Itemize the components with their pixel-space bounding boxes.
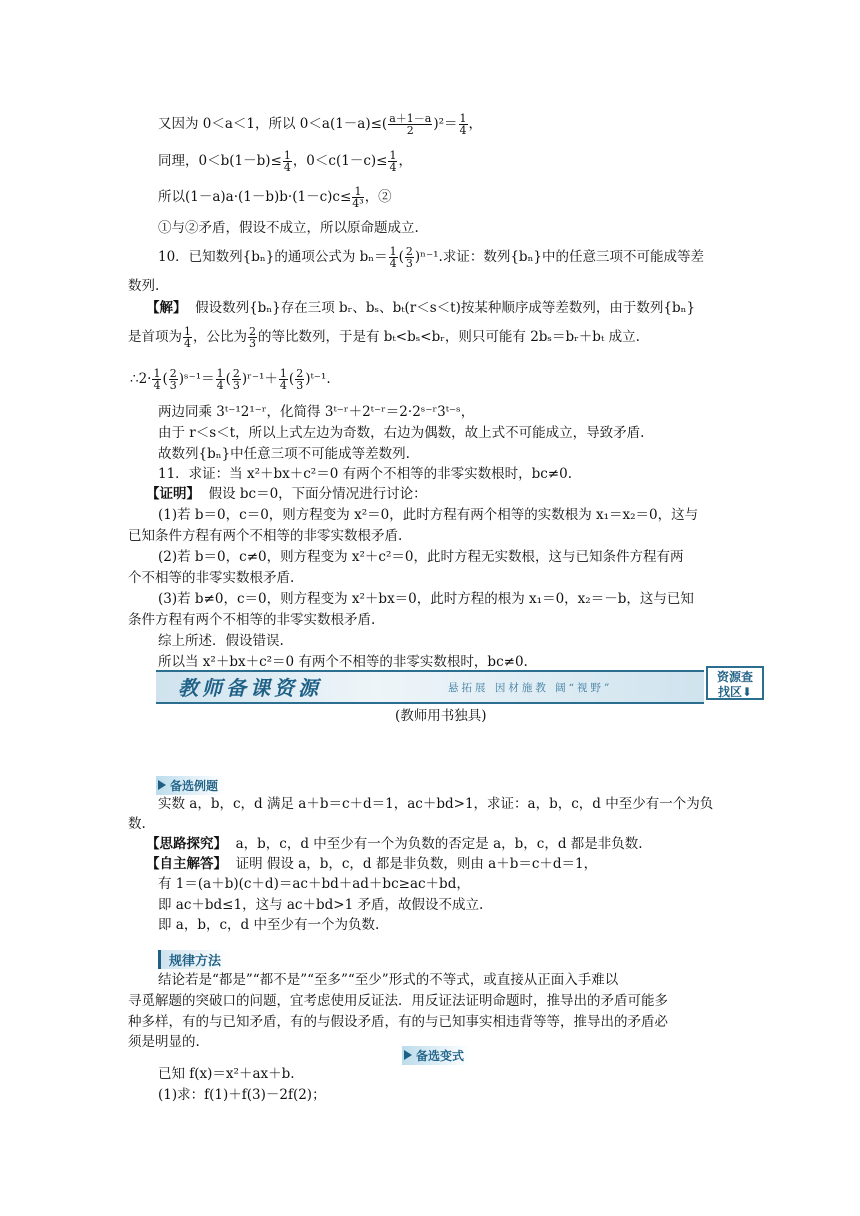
text-line: 两边同乘 3ᵗ⁻¹2¹⁻ʳ，化简得 3ᵗ⁻ʳ＋2ᵗ⁻ʳ＝2·2ˢ⁻ʳ3ᵗ⁻ˢ， (158, 404, 475, 420)
resource-search-button[interactable] (706, 666, 764, 700)
fraction-numerator: a＋1－a (389, 112, 432, 125)
fraction (152, 368, 161, 391)
fraction (216, 368, 225, 391)
text-line: 即 a，b，c，d 中至少有一个为负数. (158, 917, 380, 933)
text: ( (398, 249, 404, 265)
fraction (389, 246, 398, 269)
text-line: 已知 f(x)＝x²＋ax＋b. (158, 1066, 295, 1082)
text-line: 个不相等的非零实数根矛盾. (128, 570, 295, 586)
proof-label: 【证明】 (146, 486, 200, 502)
text-line: (1)若 b＝0，c＝0，则方程变为 x²＝0，此时方程有两个相等的实数根为 x₁＝x₂＝0，这与 (158, 507, 699, 523)
fraction-numerator: 1 (459, 112, 467, 125)
fraction (283, 150, 292, 173)
banner-slogan: 悬拓展 因材施教 阔“视野” (448, 682, 613, 694)
text-line: 须是明显的. (128, 1034, 200, 1050)
fraction (183, 326, 192, 349)
text-line: 综上所述．假设错误. (158, 633, 284, 649)
text-line (146, 298, 695, 318)
example-tag: 备选例题 (156, 776, 224, 795)
fraction-denominator: 3 (249, 337, 256, 350)
fraction-denominator: 4 (389, 257, 397, 270)
text-line: 已知条件方程有两个不相等的非零实数根矛盾. (128, 528, 403, 544)
equation-line (130, 368, 331, 391)
fraction (169, 368, 178, 391)
fraction-numerator: 1 (279, 367, 287, 380)
text: 10．已知数列{bₙ}的通项公式为 bₙ＝ (158, 249, 388, 265)
text-line (146, 484, 427, 504)
button-label: 资源查 (716, 670, 753, 684)
fraction-numerator: 1 (184, 325, 191, 338)
text: 是首项为 (128, 329, 182, 345)
text: 假设 bc＝0，下面分情况进行讨论： (208, 486, 427, 502)
fraction-numerator: 2 (169, 367, 177, 380)
text-line (128, 326, 640, 349)
text-line: 实数 a，b，c，d 满足 a＋b＝c＋d＝1，ac＋bd>1，求证：a，b，c，d 中至少有一个为负 (158, 796, 714, 812)
fraction (295, 368, 304, 391)
text-line: 同理，0＜b(1－b)≤ $\frac{1}{4}$ ，0＜c(1－c)≤ $\frac{1}{4}$ ， (158, 149, 412, 174)
text-line: 种多样，有的与已知矛盾，有的与假设矛盾，有的与已知事实相违背等等，推导出的矛盾必 (128, 1014, 668, 1030)
text-line: 寻觅解题的突破口的问题，宜考虑使用反证法．用反证法证明命题时，推导出的矛盾可能多 (128, 993, 668, 1009)
fraction-denominator: 4 (279, 379, 287, 392)
text: )²＝ (433, 116, 458, 132)
fraction (388, 113, 432, 136)
text-line (146, 834, 643, 854)
text: ，② (364, 189, 392, 205)
text-line (158, 186, 392, 209)
text: ∴2· (130, 371, 152, 387)
text: 的等比数列，于是有 bₜ<bₛ<bᵣ，则只可能有 2bₛ＝bᵣ＋bₜ 成立. (258, 329, 640, 345)
banner-subtitle: (教师用书独具) (395, 708, 487, 724)
text: ，0＜c(1－c)≤ (292, 153, 388, 169)
text-line (158, 246, 704, 269)
variant-tag: 备选变式 (402, 1046, 470, 1065)
text: )ᵗ⁻¹. (305, 371, 331, 387)
fraction (405, 246, 414, 269)
text-line: 又因为 0＜a＜1，所以 0＜a(1－a)≤( $\frac{a+1-a}{2}$ )²＝ $\frac{1}{4}$ ， (158, 112, 483, 137)
fraction-denominator: 3 (405, 257, 413, 270)
fraction-numerator: 1 (216, 367, 224, 380)
text-line: 由于 r＜s＜t，所以上式左边为奇数，右边为偶数，故上式不可能成立，导致矛盾. (158, 425, 645, 441)
fraction-numerator: 1 (389, 149, 397, 162)
fraction (248, 326, 257, 349)
fraction-denominator: 3 (232, 379, 240, 392)
text: ( (225, 371, 231, 387)
fraction (388, 150, 397, 173)
fraction (352, 186, 363, 209)
text-line: 即 ac＋bd≤1，这与 ac＋bd>1 矛盾，故假设不成立. (158, 897, 484, 913)
text: ( (288, 371, 295, 387)
fraction-numerator: 2 (296, 367, 304, 380)
fraction-numerator: 1 (389, 245, 397, 258)
text-line: (1)求：f(1)＋f(3)－2f(2)； (158, 1087, 326, 1103)
teacher-resource-banner (156, 666, 766, 704)
text-line: 结论若是“都是”“都不是”“至多”“至少”形式的不等式，或直接从正面入手难以 (158, 972, 619, 988)
text: 又因为 0＜a＜1，所以 0＜a(1－a)≤( (158, 116, 388, 132)
solution-label: 【解】 (146, 300, 187, 316)
self-label: 【自主解答】 (146, 856, 227, 872)
text-line: (2)若 b＝0，c≠0，则方程变为 x²＋c²＝0，此时方程无实数根，这与已知条件方程有两 (158, 549, 684, 565)
fraction-denominator: 4 (459, 124, 467, 137)
fraction-numerator: 2 (405, 245, 413, 258)
button-label: 找区⬇ (717, 685, 753, 699)
fraction (279, 368, 288, 391)
text-line: 故数列{bₙ}中任意三项不可能成等差数列. (158, 446, 410, 462)
text-line: ①与②矛盾，假设不成立，所以原命题成立. (158, 220, 419, 236)
fraction-denominator: 2 (406, 124, 414, 137)
text: 所以(1－a)a·(1－b)b·(1－c)c≤ (158, 189, 352, 205)
text: ，公比为 (193, 329, 247, 345)
text-line: 所以当 x²＋bx＋c²＝0 有两个不相等的非零实数根时，bc≠0. (158, 654, 528, 670)
fraction-denominator: 3 (296, 379, 304, 392)
fraction-denominator: 4 (184, 337, 191, 350)
text: )ʳ⁻¹＋ (241, 371, 278, 387)
fraction-numerator: 2 (232, 367, 240, 380)
text-line: 11．求证：当 x²＋bx＋c²＝0 有两个不相等的非零实数根时，bc≠0. (158, 466, 572, 482)
think-label: 【思路探究】 (146, 836, 227, 852)
fraction-denominator: 4 (389, 161, 397, 174)
text-line: 有 1＝(a＋b)(c＋d)＝ac＋bd＋ad＋bc≥ac＋bd， (158, 876, 470, 892)
fraction-denominator: 4 (216, 379, 224, 392)
fraction-numerator: 2 (249, 325, 256, 338)
text-line: 条件方程有两个不相等的非零实数根矛盾. (128, 612, 376, 628)
fraction-denominator: 3 (169, 379, 177, 392)
text: 假设数列{bₙ}存在三项 bᵣ、bₛ、bₜ(r＜s＜t)按某种顺序成等差数列，由于数列{bₙ} (195, 300, 696, 316)
text: 证明 假设 a，b，c，d 都是非负数，则由 a＋b＝c＋d＝1， (235, 856, 598, 872)
text-line: (3)若 b≠0，c＝0，则方程变为 x²＋bx＝0，此时方程的根为 x₁＝0，x₂＝－b，这与已知 (158, 591, 694, 607)
text: )ˢ⁻¹＝ (178, 371, 215, 387)
banner-title: 教师备课资源 (178, 676, 322, 700)
text-line: 数. (128, 816, 146, 832)
fraction (459, 113, 468, 136)
text: a，b，c，d 中至少有一个为负数的否定是 a，b，c，d 都是非负数. (235, 836, 643, 852)
fraction-numerator: 1 (153, 367, 161, 380)
fraction (232, 368, 241, 391)
text: )ⁿ⁻¹.求证：数列{bₙ}中的任意三项不可能成等差 (414, 249, 705, 265)
text: 同理，0＜b(1－b)≤ (158, 153, 282, 169)
fraction-denominator: 4³ (352, 197, 364, 210)
fraction-numerator: 1 (352, 186, 363, 198)
fraction-denominator: 4 (153, 379, 161, 392)
text-line: 数列. (128, 278, 160, 294)
text: ( (162, 371, 168, 387)
fraction-numerator: 1 (283, 149, 291, 162)
rule-tag: 规律方法 (158, 950, 229, 969)
text-line (146, 854, 597, 874)
fraction-denominator: 4 (283, 161, 291, 174)
